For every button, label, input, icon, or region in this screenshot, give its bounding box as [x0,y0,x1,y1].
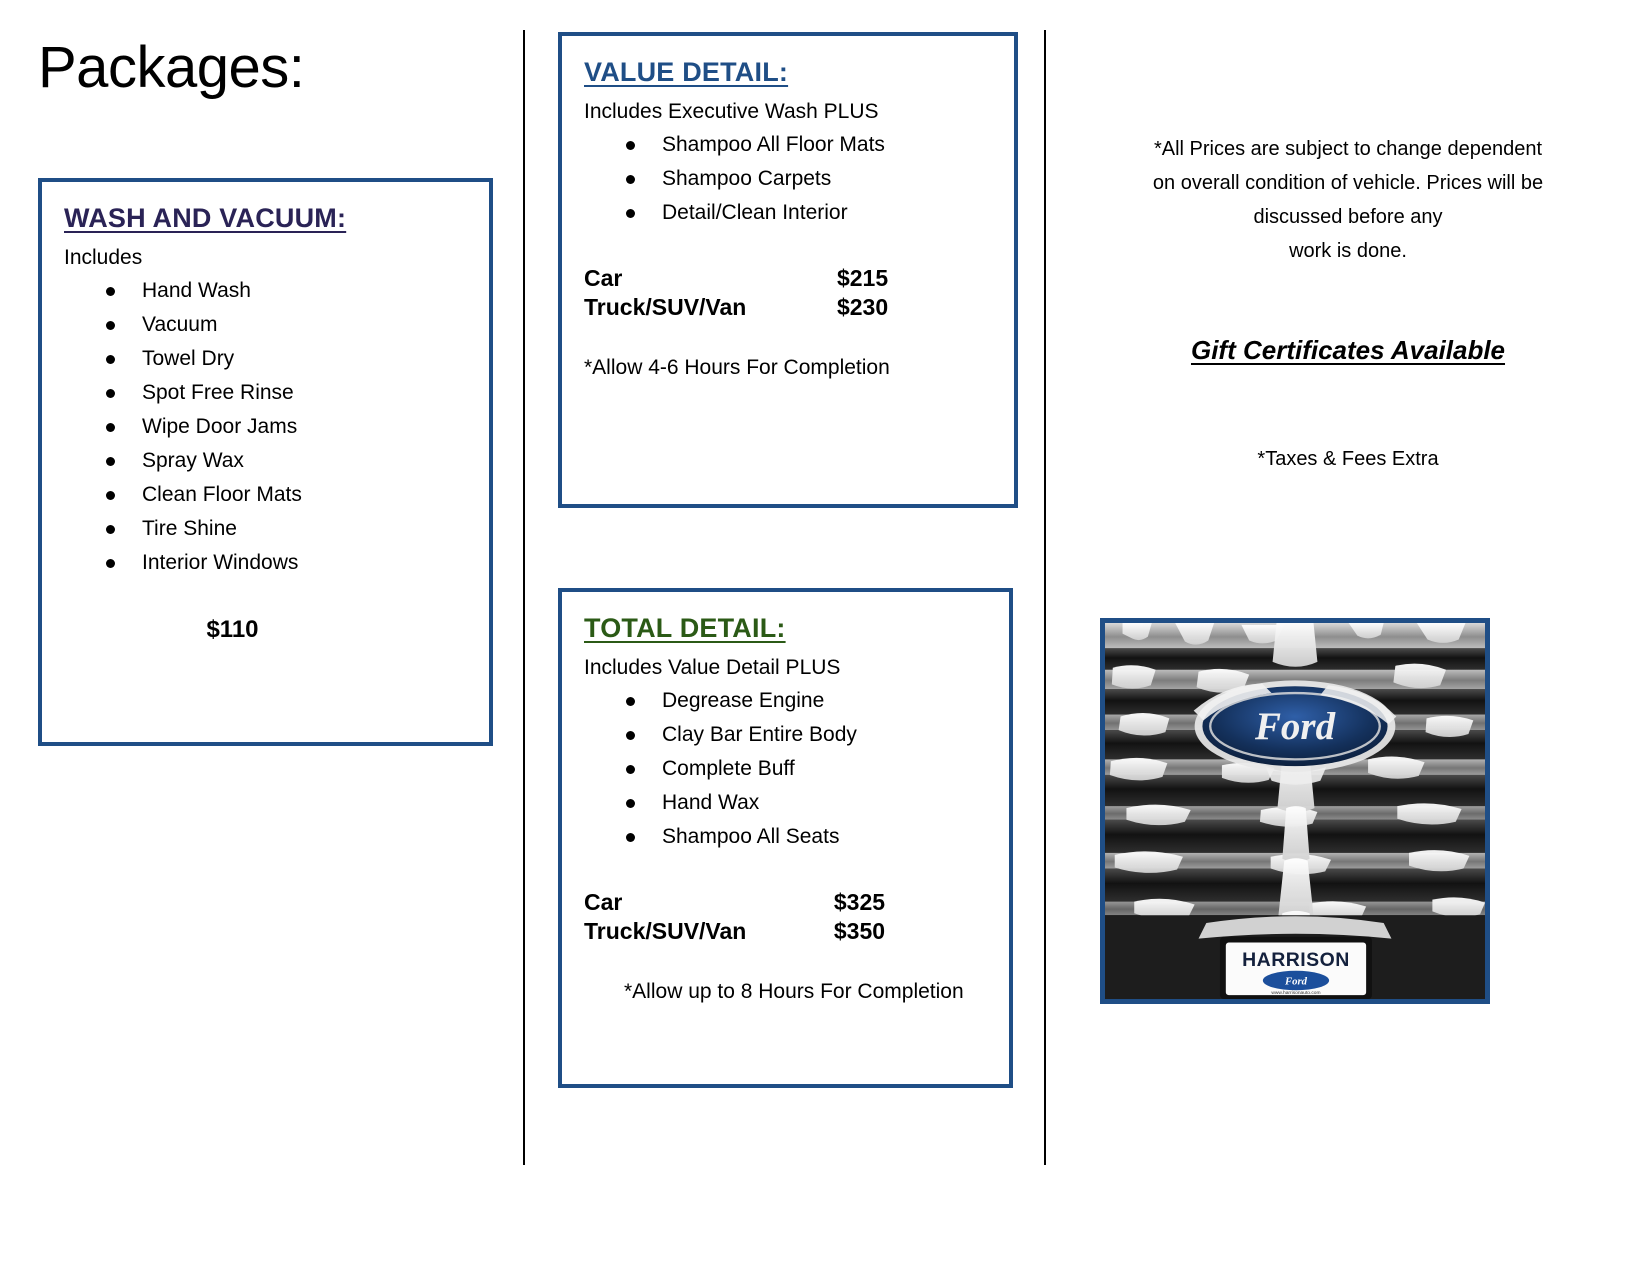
ford-grille-illustration [1105,623,1485,999]
taxes-and-fees-notice: *Taxes & Fees Extra [1257,448,1439,470]
column-notices [1044,0,1650,1275]
package-card-total-detail [558,588,1013,1088]
value-detail-includes-label: Includes Executive Wash PLUS [584,99,879,123]
svg-text:HARRISON: HARRISON [1242,948,1350,971]
table-row [584,293,992,322]
total-detail-completion-note: *Allow up to 8 Hours For Completion [624,980,964,1004]
list-item: Shampoo All Seats [626,820,987,854]
price-disclaimer [1078,132,1618,268]
svg-text:www.harrisonauto.com: www.harrisonauto.com [1271,991,1321,997]
total-detail-price-table [584,888,987,946]
list-item: Spray Wax [106,444,467,478]
column-packages [0,0,523,1275]
table-row [584,917,987,946]
package-card-wash-and-vacuum [38,178,493,746]
price-label: Car [584,889,623,916]
price-disclaimer-line-3: discussed before any [1253,206,1443,228]
photo-canvas [1105,623,1485,999]
value-detail-completion-note: *Allow 4-6 Hours For Completion [584,356,890,380]
total-detail-includes-label: Includes Value Detail PLUS [584,655,841,679]
list-item: Towel Dry [106,342,467,376]
list-item: Shampoo All Floor Mats [626,128,992,162]
total-detail-feature-list [584,684,987,854]
gift-certificates-notice: Gift Certificates Available [1190,335,1506,365]
license-plate [1220,937,1372,999]
column-divider-left [523,30,525,1165]
list-item: Spot Free Rinse [106,376,467,410]
value-detail-price-table [584,264,992,322]
package-card-value-detail [558,32,1018,508]
price-value: $230 [836,294,889,321]
wash-and-vacuum-includes-label: Includes [64,245,143,269]
price-disclaimer-line-4: work is done. [1289,240,1407,262]
svg-text:Ford: Ford [1284,975,1307,988]
list-item: Complete Buff [626,752,987,786]
price-value: $215 [836,265,889,292]
list-item: Degrease Engine [626,684,987,718]
list-item: Interior Windows [106,546,467,580]
price-disclaimer-line-1: *All Prices are subject to change dependent [1153,138,1543,160]
price-label: Truck/SUV/Van [584,294,747,321]
price-label: Truck/SUV/Van [584,918,747,945]
value-detail-feature-list [584,128,992,230]
list-item: Vacuum [106,308,467,342]
wash-and-vacuum-feature-list [64,274,467,580]
price-value: $325 [833,889,886,916]
ford-grille-photo [1100,618,1490,1004]
price-label: Car [584,265,623,292]
list-item: Clean Floor Mats [106,478,467,512]
price-value: $350 [833,918,886,945]
list-item: Wipe Door Jams [106,410,467,444]
list-item: Shampoo Carpets [626,162,992,196]
wash-and-vacuum-heading: WASH AND VACUUM: [64,203,347,233]
wash-and-vacuum-price: $110 [206,616,259,644]
list-item: Detail/Clean Interior [626,196,992,230]
list-item: Clay Bar Entire Body [626,718,987,752]
table-row [584,264,992,293]
total-detail-heading: TOTAL DETAIL: [584,613,786,643]
list-item: Tire Shine [106,512,467,546]
page-title: Packages: [38,35,305,100]
svg-text:Ford: Ford [1254,704,1336,748]
list-item: Hand Wash [106,274,467,308]
value-detail-heading: VALUE DETAIL: [584,57,789,87]
price-disclaimer-line-2: on overall condition of vehicle. Prices will be [1152,172,1544,194]
list-item: Hand Wax [626,786,987,820]
table-row [584,888,987,917]
